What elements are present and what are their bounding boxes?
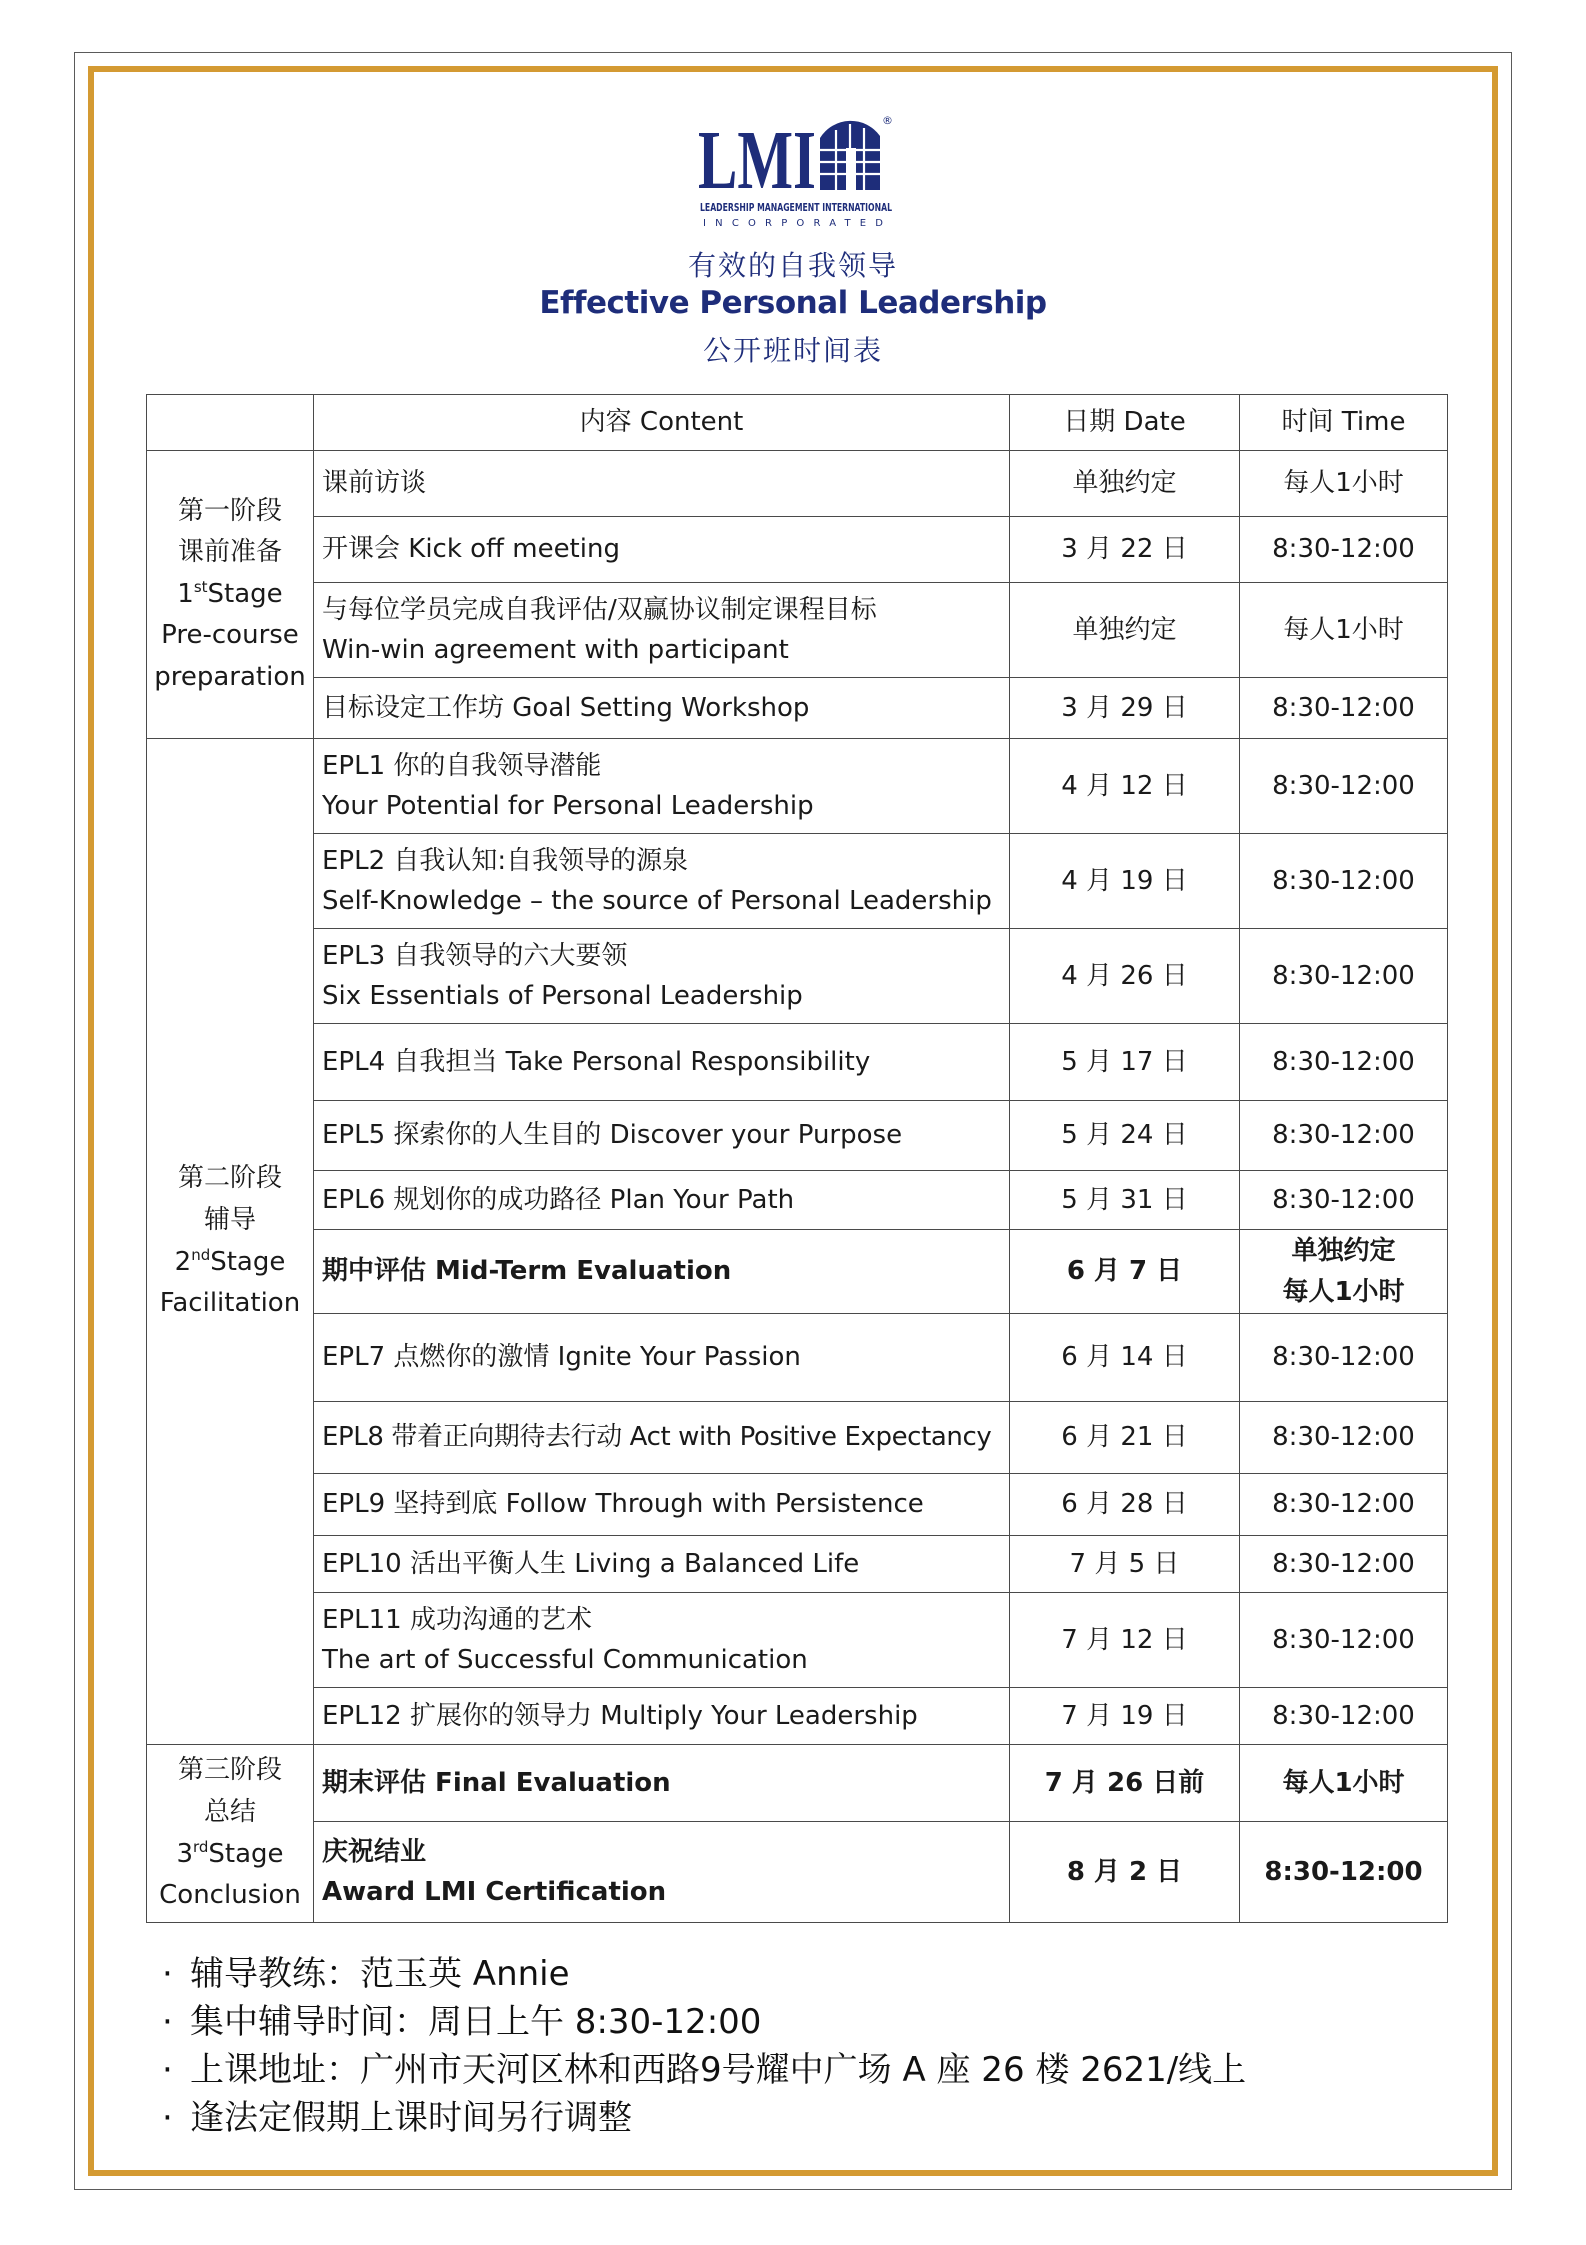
row-date: 6 月 21 日 — [1010, 1402, 1240, 1474]
row-date: 单独约定 — [1010, 451, 1240, 517]
notes-list — [162, 1950, 1362, 2142]
row-content: EPL9 坚持到底 Follow Through with Persistence — [314, 1474, 1010, 1536]
schedule-table — [146, 394, 1448, 1923]
table-row — [147, 1593, 1448, 1688]
table-row — [147, 1474, 1448, 1536]
table-row — [147, 1230, 1448, 1314]
row-content: EPL6 规划你的成功路径 Plan Your Path — [314, 1171, 1010, 1230]
header-time: 时间 Time — [1240, 395, 1448, 451]
row-time: 8:30-12:00 — [1240, 1101, 1448, 1171]
row-time: 8:30-12:00 — [1240, 678, 1448, 739]
row-date: 5 月 17 日 — [1010, 1024, 1240, 1101]
row-content: EPL7 点燃你的激情 Ignite Your Passion — [314, 1314, 1010, 1402]
row-date: 3 月 22 日 — [1010, 517, 1240, 583]
row-content: EPL5 探索你的人生目的 Discover your Purpose — [314, 1101, 1010, 1171]
row-time: 8:30-12:00 — [1240, 929, 1448, 1024]
header-stage — [147, 395, 314, 451]
row-date: 8 月 2 日 — [1010, 1822, 1240, 1923]
row-time: 8:30-12:00 — [1240, 1171, 1448, 1230]
table-row — [147, 517, 1448, 583]
row-date: 7 月 12 日 — [1010, 1593, 1240, 1688]
row-date: 6 月 28 日 — [1010, 1474, 1240, 1536]
row-content: 目标设定工作坊 Goal Setting Workshop — [314, 678, 1010, 739]
row-content: EPL4 自我担当 Take Personal Responsibility — [314, 1024, 1010, 1101]
stage-1-cell: 第一阶段 课前准备 1stStage Pre-course preparation — [147, 451, 314, 739]
list-item: · 辅导教练：范玉英 Annie — [162, 1954, 570, 1994]
row-content: EPL3 自我领导的六大要领 Six Essentials of Personal Leadership — [314, 929, 1010, 1024]
row-content: 庆祝结业 Award LMI Certification — [314, 1822, 1010, 1923]
table-row — [147, 1745, 1448, 1822]
row-content: EPL10 活出平衡人生 Living a Balanced Life — [314, 1536, 1010, 1593]
table-row — [147, 451, 1448, 517]
table-row — [147, 1402, 1448, 1474]
logo-tagline-1: LEADERSHIP MANAGEMENT INTERNATIONAL — [700, 202, 893, 214]
logo-brand-text: LMI — [698, 114, 816, 207]
row-time: 8:30-12:00 — [1240, 1402, 1448, 1474]
title-chinese: 有效的自我领导 — [687, 249, 898, 282]
table-row — [147, 678, 1448, 739]
row-date: 4 月 19 日 — [1010, 834, 1240, 929]
row-date: 7 月 26 日前 — [1010, 1745, 1240, 1822]
table-row — [147, 1536, 1448, 1593]
row-time: 8:30-12:00 — [1240, 1474, 1448, 1536]
list-item: · 集中辅导时间：周日上午 8:30-12:00 — [162, 2002, 762, 2042]
row-content: EPL2 自我认知:自我领导的源泉 Self-Knowledge – the source of Personal Leadership — [314, 834, 1010, 929]
row-content: 开课会 Kick off meeting — [314, 517, 1010, 583]
header-date: 日期 Date — [1010, 395, 1240, 451]
row-date: 4 月 26 日 — [1010, 929, 1240, 1024]
row-date: 4 月 12 日 — [1010, 739, 1240, 834]
row-time: 单独约定 每人1小时 — [1240, 1230, 1448, 1314]
table-row — [147, 583, 1448, 678]
schedule-subtitle: 公开班时间表 — [702, 334, 883, 367]
logo-tagline-2: INCORPORATED — [703, 218, 889, 229]
row-content: EPL8 带着正向期待去行动 Act with Positive Expectancy — [314, 1402, 1010, 1474]
row-content: 期末评估 Final Evaluation — [314, 1745, 1010, 1822]
row-content: EPL12 扩展你的领导力 Multiply Your Leadership — [314, 1688, 1010, 1745]
stage-2-cell: 第二阶段 辅导 2ndStage Facilitation — [147, 739, 314, 1745]
table-header-row — [147, 395, 1448, 451]
row-time: 8:30-12:00 — [1240, 834, 1448, 929]
row-time: 8:30-12:00 — [1240, 739, 1448, 834]
row-time: 8:30-12:00 — [1240, 1314, 1448, 1402]
title-english: Effective Personal Leadership — [539, 285, 1047, 321]
row-content: EPL11 成功沟通的艺术 The art of Successful Communication — [314, 1593, 1010, 1688]
row-time: 8:30-12:00 — [1240, 1822, 1448, 1923]
row-time: 每人1小时 — [1240, 583, 1448, 678]
row-content: 课前访谈 — [314, 451, 1010, 517]
table-row — [147, 1171, 1448, 1230]
row-date: 5 月 24 日 — [1010, 1101, 1240, 1171]
table-row — [147, 739, 1448, 834]
row-time: 8:30-12:00 — [1240, 1593, 1448, 1688]
row-date: 单独约定 — [1010, 583, 1240, 678]
globe-icon — [820, 121, 880, 190]
table-row — [147, 929, 1448, 1024]
row-time: 每人1小时 — [1240, 451, 1448, 517]
table-row — [147, 1024, 1448, 1101]
table-row — [147, 834, 1448, 929]
table-row — [147, 1101, 1448, 1171]
row-time: 8:30-12:00 — [1240, 1688, 1448, 1745]
row-date: 7 月 19 日 — [1010, 1688, 1240, 1745]
stage-3-cell: 第三阶段 总结 3rdStage Conclusion — [147, 1745, 314, 1923]
row-content: 期中评估 Mid-Term Evaluation — [314, 1230, 1010, 1314]
row-time: 8:30-12:00 — [1240, 1024, 1448, 1101]
row-content: EPL1 你的自我领导潜能 Your Potential for Personal Leadership — [314, 739, 1010, 834]
row-date: 3 月 29 日 — [1010, 678, 1240, 739]
row-time: 8:30-12:00 — [1240, 517, 1448, 583]
header-content: 内容 Content — [314, 395, 1010, 451]
table-row — [147, 1314, 1448, 1402]
list-item: · 逢法定假期上课时间另行调整 — [162, 2098, 632, 2138]
table-row — [147, 1822, 1448, 1923]
row-date: 6 月 14 日 — [1010, 1314, 1240, 1402]
row-date: 6 月 7 日 — [1010, 1230, 1240, 1314]
list-item: · 上课地址：广州市天河区林和西路9号耀中广场 A 座 26 楼 2621/线上 — [162, 2050, 1247, 2090]
row-time: 每人1小时 — [1240, 1745, 1448, 1822]
row-content: 与每位学员完成自我评估/双赢协议制定课程目标 Win-win agreement with participant — [314, 583, 1010, 678]
row-date: 5 月 31 日 — [1010, 1171, 1240, 1230]
lmi-logo — [696, 108, 896, 230]
table-row — [147, 1688, 1448, 1745]
row-time: 8:30-12:00 — [1240, 1536, 1448, 1593]
registered-mark: ® — [882, 114, 893, 127]
row-date: 7 月 5 日 — [1010, 1536, 1240, 1593]
